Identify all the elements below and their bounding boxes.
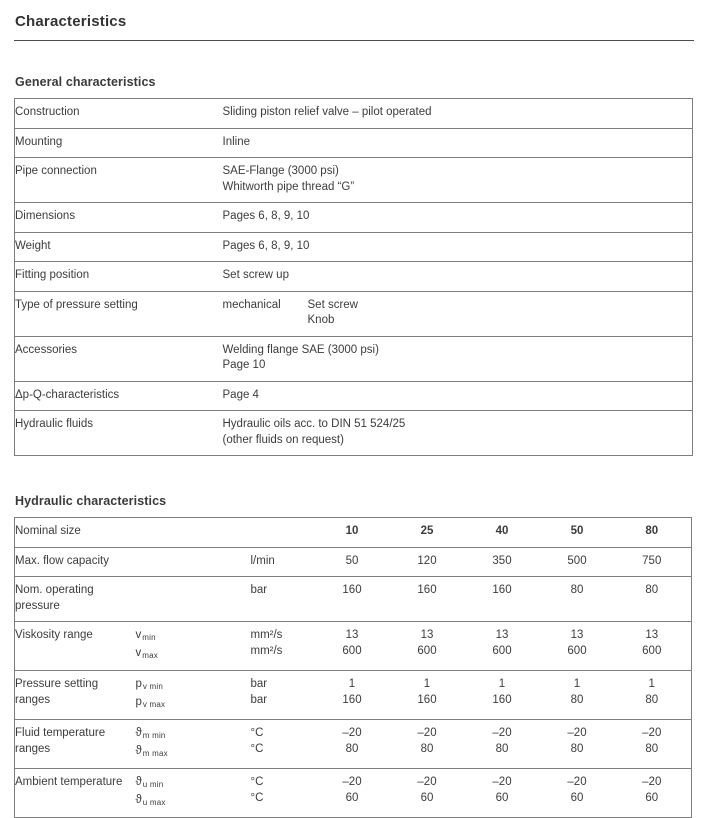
- hydraulic-row-max-flow-capacity: [15, 547, 692, 577]
- cell-value: –20 80: [542, 720, 617, 769]
- row-label: Fitting position: [15, 262, 223, 292]
- general-row-accessories: [15, 336, 693, 381]
- row-value: [223, 336, 693, 381]
- hydraulic-row-nom-operating-pressure: [15, 577, 692, 622]
- general-row-type-of-pressure-setting: [15, 291, 693, 336]
- row-label: Max. flow capacity: [15, 547, 136, 577]
- hydraulic-characteristics-table: [14, 517, 692, 818]
- cell-value: 13 600: [467, 622, 542, 671]
- value-line: mechanical: [222, 298, 281, 311]
- cell-value: 160: [467, 577, 542, 622]
- value-line: Knob: [307, 314, 335, 326]
- size-header: 80: [645, 525, 659, 537]
- hydraulic-row-nominal-size: [15, 518, 692, 548]
- row-value: Set screw up: [223, 262, 693, 292]
- cell-value: –20 80: [392, 720, 467, 769]
- row-label: Hydraulic fluids: [15, 411, 223, 456]
- cell-value: –20 60: [542, 769, 617, 818]
- cell-value: –20 80: [617, 720, 692, 769]
- cell-value: 80: [617, 577, 692, 622]
- row-label: Weight: [15, 232, 223, 262]
- row-symbol: $p_{v min}$ $p_{v max}$: [136, 671, 251, 720]
- cell-value: 1 80: [542, 671, 617, 720]
- value-line: Page 10: [222, 359, 266, 371]
- row-label: Pressure setting ranges: [15, 671, 136, 720]
- cell-value: 50: [317, 547, 392, 577]
- row-unit: bar: [251, 577, 317, 622]
- row-label: Nominal size: [15, 525, 81, 537]
- row-label: Pipe connection: [15, 158, 223, 203]
- row-symbol: $ϑ_{m min}$ $ϑ_{m max}$: [136, 720, 251, 769]
- row-label: Ambient temperature: [15, 769, 136, 818]
- general-row-weight: [15, 232, 693, 262]
- value-line: Welding flange SAE (3000 psi): [222, 343, 379, 356]
- row-symbol: $ϑ_{u min}$ $ϑ_{u max}$: [136, 769, 251, 818]
- cell-value: –20 60: [617, 769, 692, 818]
- value-line: Set screw: [307, 298, 358, 311]
- row-label: Type of pressure setting: [15, 291, 223, 336]
- cell-value: 750: [617, 547, 692, 577]
- general-row-pipe-connection: [15, 158, 693, 203]
- general-row-mounting: [15, 128, 693, 158]
- row-label: Dimensions: [15, 203, 223, 233]
- value-line: SAE-Flange (3000 psi): [222, 165, 339, 177]
- row-unit: mm²/s mm²/s: [251, 622, 317, 671]
- cell-value: 1 160: [317, 671, 392, 720]
- cell-value: 1 160: [467, 671, 542, 720]
- cell-value: 350: [467, 547, 542, 577]
- value-split: [223, 298, 689, 329]
- row-symbol: [136, 577, 251, 622]
- row-unit: [251, 518, 317, 548]
- cell-value: –20 60: [467, 769, 542, 818]
- hydraulic-characteristics-section: [14, 494, 694, 818]
- row-value: Sliding piston relief valve – pilot operated: [222, 106, 432, 118]
- cell-value: 160: [392, 577, 467, 622]
- row-label: Viskosity range: [15, 622, 136, 671]
- row-value: Page 4: [223, 381, 693, 411]
- cell-value: 80: [542, 577, 617, 622]
- row-label: Accessories: [15, 336, 223, 381]
- row-unit: l/min: [251, 547, 317, 577]
- cell-value: 160: [317, 577, 392, 622]
- general-row-dp-q-characteristics: [15, 381, 693, 411]
- cell-value: –20 60: [317, 769, 392, 818]
- row-value: Pages 6, 8, 9, 10: [223, 203, 693, 233]
- row-label: Δp-Q-characteristics: [15, 381, 223, 411]
- row-unit: °C °C: [251, 720, 317, 769]
- hydraulic-row-pressure-setting-ranges: [15, 671, 692, 720]
- cell-value: –20 80: [467, 720, 542, 769]
- general-characteristics-table: [14, 98, 693, 456]
- row-symbol: [136, 547, 251, 577]
- cell-value: 13 600: [542, 622, 617, 671]
- row-value: [223, 411, 693, 456]
- size-header: 40: [495, 525, 509, 537]
- cell-value: 1 160: [392, 671, 467, 720]
- row-symbol: [136, 518, 251, 548]
- cell-value: –20 60: [392, 769, 467, 818]
- cell-value: –20 80: [317, 720, 392, 769]
- row-label: Mounting: [15, 128, 223, 158]
- cell-value: 13 600: [317, 622, 392, 671]
- row-unit: °C °C: [251, 769, 317, 818]
- page-title: Characteristics: [14, 10, 694, 41]
- section-heading-hydraulic: Hydraulic characteristics: [15, 494, 167, 508]
- row-value: [223, 291, 693, 336]
- row-label: Fluid temperature ranges: [15, 720, 136, 769]
- cell-value: 13 600: [392, 622, 467, 671]
- cell-value: 1 80: [617, 671, 692, 720]
- hydraulic-row-viscosity-range: [15, 622, 692, 671]
- row-value: Inline: [223, 128, 693, 158]
- row-value: [223, 158, 693, 203]
- general-row-fitting-position: [15, 262, 693, 292]
- cell-value: 500: [542, 547, 617, 577]
- section-heading-general: General characteristics: [15, 75, 156, 89]
- row-symbol: $v_{min}$ $v_{max}$: [136, 622, 251, 671]
- size-header: 25: [420, 525, 434, 537]
- row-label: Construction: [15, 106, 80, 118]
- general-row-hydraulic-fluids: [15, 411, 693, 456]
- general-row-dimensions: [15, 203, 693, 233]
- value-line: (other fluids on request): [222, 433, 344, 446]
- size-header: 50: [570, 525, 584, 537]
- size-header: 10: [345, 525, 359, 537]
- row-label: Nom. operating pressure: [15, 577, 136, 622]
- value-line: Whitworth pipe thread “G”: [222, 180, 355, 193]
- cell-value: 13 600: [617, 622, 692, 671]
- general-characteristics-section: [14, 75, 694, 456]
- value-sublines: [308, 298, 359, 329]
- hydraulic-row-fluid-temperature-ranges: [15, 720, 692, 769]
- cell-value: 120: [392, 547, 467, 577]
- general-row-construction: [15, 99, 693, 129]
- row-value: Pages 6, 8, 9, 10: [223, 232, 693, 262]
- value-line: Hydraulic oils acc. to DIN 51 524/25: [222, 418, 406, 430]
- row-unit: bar bar: [251, 671, 317, 720]
